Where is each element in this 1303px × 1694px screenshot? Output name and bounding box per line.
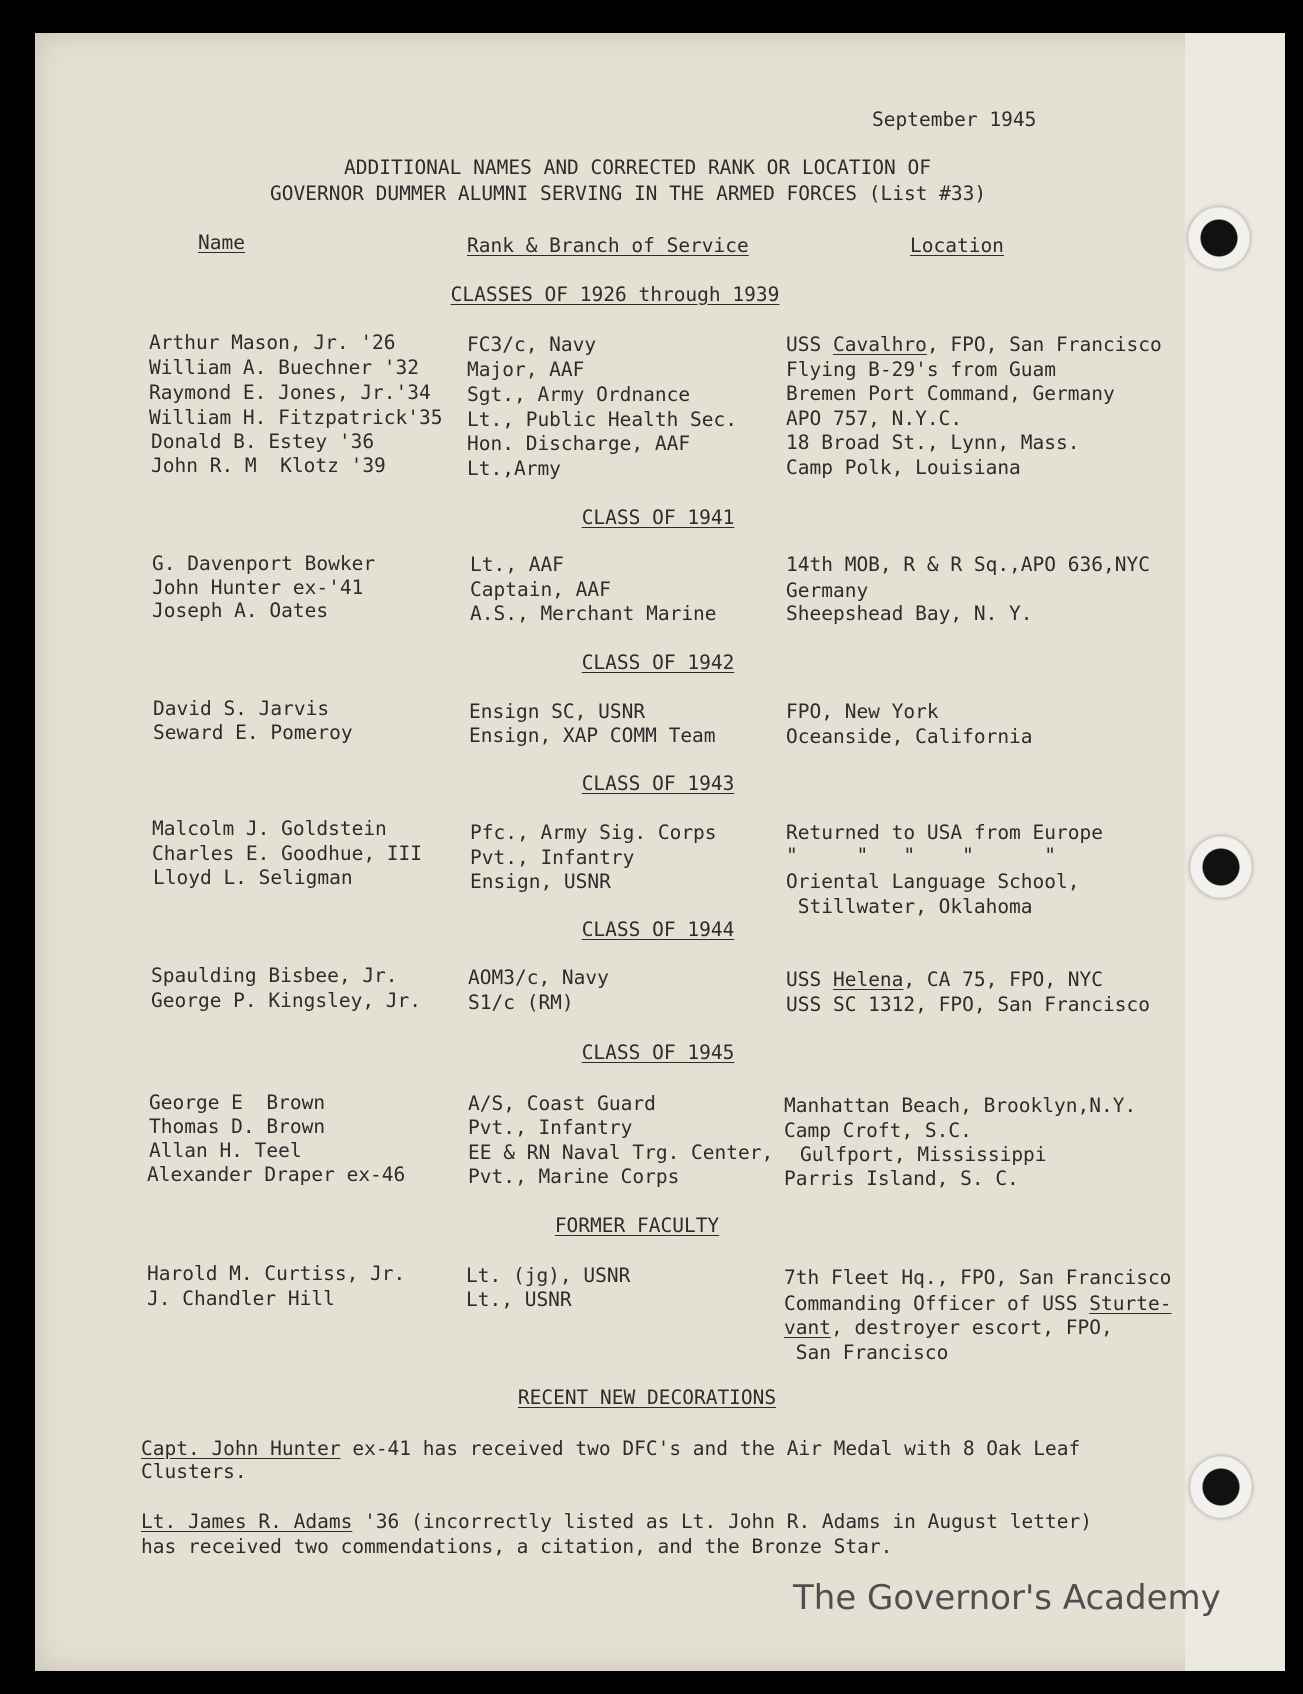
table-cell-location: USS Helena, CA 75, FPO, NYC xyxy=(786,968,1104,991)
decoration-text: has received two commendations, a citation, and the Bronze Star. xyxy=(141,1535,893,1558)
table-cell-rank: Pvt., Marine Corps xyxy=(468,1165,680,1188)
table-cell-name: William H. Fitzpatrick'35 xyxy=(149,406,443,429)
table-cell-rank: A.S., Merchant Marine xyxy=(470,602,717,625)
decoration-text: '36 (incorrectly listed as Lt. John R. Adams in August letter) xyxy=(352,1510,1092,1533)
ship-name: Sturte- xyxy=(1089,1292,1172,1315)
binder-hole-bottom xyxy=(1190,1456,1252,1518)
section-heading: FORMER FACULTY xyxy=(554,1214,720,1237)
table-cell-name: Joseph A. Oates xyxy=(152,599,329,622)
table-cell-location: " " " " " xyxy=(786,844,1057,867)
title-line-1: ADDITIONAL NAMES AND CORRECTED RANK OR LOCATION OF xyxy=(344,156,931,179)
table-cell-location: Manhattan Beach, Brooklyn,N.Y. xyxy=(784,1094,1137,1117)
table-cell-location: Oriental Language School, xyxy=(786,870,1080,893)
table-cell-rank: AOM3/c, Navy xyxy=(468,966,609,989)
table-cell-location: 18 Broad St., Lynn, Mass. xyxy=(786,431,1080,454)
section-heading: CLASS OF 1942 xyxy=(581,651,735,674)
table-cell-rank: Sgt., Army Ordnance xyxy=(467,383,691,406)
section-heading: CLASS OF 1943 xyxy=(581,772,735,795)
ship-name: vant xyxy=(784,1316,831,1339)
table-cell-location: Gulfport, Mississippi xyxy=(800,1143,1047,1166)
table-cell-name: Arthur Mason, Jr. '26 xyxy=(149,331,396,354)
table-cell-name: G. Davenport Bowker xyxy=(152,552,376,575)
table-cell-location: Oceanside, California xyxy=(786,725,1033,748)
table-cell-name: Alexander Draper ex-46 xyxy=(147,1163,406,1186)
table-cell-name: Thomas D. Brown xyxy=(149,1115,326,1138)
table-cell-rank: Pvt., Infantry xyxy=(470,846,635,869)
decoration-text: Clusters. xyxy=(141,1460,247,1483)
table-cell-rank: Lt.,Army xyxy=(467,457,561,480)
watermark: The Governor's Academy xyxy=(793,1578,1221,1618)
table-cell-name: John R. M Klotz '39 xyxy=(151,454,386,477)
table-cell-location: San Francisco xyxy=(784,1341,949,1364)
decoration-person: Capt. John Hunter xyxy=(141,1437,341,1460)
table-cell-rank: Pfc., Army Sig. Corps xyxy=(470,821,717,844)
decoration-text: ex-41 has received two DFC's and the Air Medal with 8 Oak Leaf xyxy=(340,1437,1081,1460)
table-cell-location: 14th MOB, R & R Sq.,APO 636,NYC xyxy=(786,553,1150,576)
decoration-entry xyxy=(141,1439,1080,1459)
table-cell-location: Parris Island, S. C. xyxy=(784,1167,1019,1190)
table-cell-rank: Hon. Discharge, AAF xyxy=(467,432,691,455)
column-header-rank: Rank & Branch of Service xyxy=(467,234,749,257)
table-cell-location: vant, destroyer escort, FPO, xyxy=(784,1316,1113,1339)
table-cell-location: Flying B-29's from Guam xyxy=(786,358,1057,381)
table-cell-location: APO 757, N.Y.C. xyxy=(786,407,963,430)
table-cell-name: Charles E. Goodhue, III xyxy=(152,842,423,865)
table-cell-rank: Ensign, XAP COMM Team xyxy=(469,724,716,747)
ship-name: Helena xyxy=(832,968,904,991)
document-date: September 1945 xyxy=(872,108,1037,131)
table-cell-rank: FC3/c, Navy xyxy=(467,333,597,356)
table-cell-location: Stillwater, Oklahoma xyxy=(786,895,1033,918)
table-cell-name: Allan H. Teel xyxy=(149,1139,302,1162)
table-cell-name: William A. Buechner '32 xyxy=(149,356,420,379)
table-cell-name: Harold M. Curtiss, Jr. xyxy=(147,1262,406,1285)
table-cell-name: Donald B. Estey '36 xyxy=(151,430,375,453)
table-cell-rank: Ensign SC, USNR xyxy=(469,700,646,723)
table-cell-rank: Lt., USNR xyxy=(466,1288,572,1311)
section-heading: CLASS OF 1941 xyxy=(581,506,735,529)
table-cell-name: Seward E. Pomeroy xyxy=(153,721,353,744)
decoration-entry xyxy=(141,1512,1092,1532)
table-cell-rank: Lt., Public Health Sec. xyxy=(467,408,738,431)
table-cell-name: Raymond E. Jones, Jr.'34 xyxy=(149,381,431,404)
table-cell-location: Germany xyxy=(786,579,869,602)
location-prefix: USS xyxy=(786,333,833,356)
table-cell-name: Malcolm J. Goldstein xyxy=(152,817,387,840)
section-heading: CLASS OF 1944 xyxy=(581,918,735,941)
table-cell-location: Bremen Port Command, Germany xyxy=(786,382,1115,405)
table-cell-location: Commanding Officer of USS Sturte- xyxy=(784,1292,1172,1315)
binder-hole-top xyxy=(1188,207,1250,269)
section-heading: CLASSES OF 1926 through 1939 xyxy=(450,283,780,306)
table-cell-location: 7th Fleet Hq., FPO, San Francisco xyxy=(784,1266,1172,1289)
decoration-person: Lt. James R. Adams xyxy=(141,1510,353,1533)
title-line-2: GOVERNOR DUMMER ALUMNI SERVING IN THE ARMED FORCES (List #33) xyxy=(270,182,987,205)
table-cell-rank: A/S, Coast Guard xyxy=(468,1092,656,1115)
table-cell-name: George E Brown xyxy=(149,1091,326,1114)
column-header-name: Name xyxy=(198,231,245,254)
table-cell-location: Sheepshead Bay, N. Y. xyxy=(786,602,1033,625)
table-cell-rank: Lt., AAF xyxy=(470,553,564,576)
ship-name: Cavalhro xyxy=(832,333,927,356)
table-cell-name: Spaulding Bisbee, Jr. xyxy=(151,964,398,987)
table-cell-rank: EE & RN Naval Trg. Center, xyxy=(468,1141,774,1164)
section-heading: CLASS OF 1945 xyxy=(581,1041,735,1064)
binder-hole-middle xyxy=(1190,836,1252,898)
table-cell-location: USS SC 1312, FPO, San Francisco xyxy=(786,993,1150,1016)
table-cell-rank: Major, AAF xyxy=(467,358,585,381)
table-cell-rank: Pvt., Infantry xyxy=(468,1116,633,1139)
table-cell-name: David S. Jarvis xyxy=(153,697,330,720)
table-cell-rank: Ensign, USNR xyxy=(470,870,611,893)
table-cell-location: FPO, New York xyxy=(786,700,939,723)
table-cell-location: USS Cavalhro, FPO, San Francisco xyxy=(786,333,1162,356)
table-cell-rank: Captain, AAF xyxy=(470,578,611,601)
table-cell-name: George P. Kingsley, Jr. xyxy=(151,989,422,1012)
table-cell-name: Lloyd L. Seligman xyxy=(153,866,353,889)
table-cell-rank: Lt. (jg), USNR xyxy=(466,1264,631,1287)
column-header-location: Location xyxy=(910,234,1004,257)
table-cell-location: Returned to USA from Europe xyxy=(786,821,1103,844)
table-cell-name: J. Chandler Hill xyxy=(147,1287,335,1310)
table-cell-location: Camp Croft, S.C. xyxy=(784,1119,972,1142)
decorations-heading: RECENT NEW DECORATIONS xyxy=(517,1386,777,1409)
table-cell-location: Camp Polk, Louisiana xyxy=(786,456,1021,479)
table-cell-name: John Hunter ex-'41 xyxy=(152,576,364,599)
table-cell-rank: S1/c (RM) xyxy=(468,991,574,1014)
